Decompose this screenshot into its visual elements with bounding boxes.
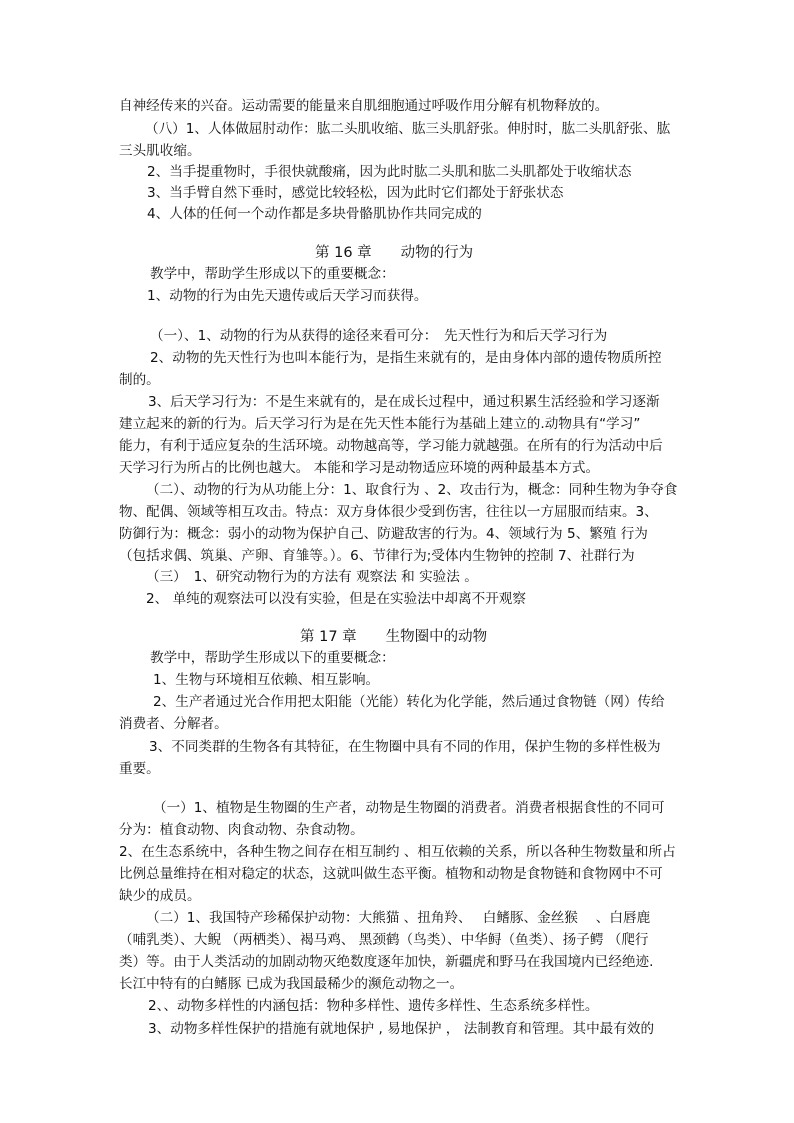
text-line: 2、在生态系统中，各种生物之间存在相互制约 、相互依赖的关系，所以各种生物数量和所占 [119, 844, 676, 860]
text-line: 3、当手臂自然下垂时，感觉比较轻松，因为此时它们都处于舒张状态 [147, 185, 564, 201]
text-line: （包括求偶、筑巢、产卵、育雏等。）。6、节律行为;受体内生物钟的控制 7、社群行为 [119, 548, 635, 564]
text-line: 类）等。由于人类活动的加剧动物灭绝数度逐年加快，新疆虎和野马在我国境内已经绝迹. [119, 954, 654, 970]
text-line: 比例总量维持在相对稳定的状态，这就叫做生态平衡。植物和动物是食物链和食物网中不可 [119, 866, 663, 882]
text-line: 防御行为：概念：弱小的动物为保护自己、防避敌害的行为。4、领域行为 5、繁殖 行为 [119, 526, 648, 542]
text-line: 教学中，帮助学生形成以下的重要概念： [150, 266, 395, 282]
chapter-heading-16: 第 16 章 动物的行为 [315, 245, 474, 261]
text-line: （三） 1、研究动物行为的方法有 观察法 和 实验法 。 [146, 569, 478, 585]
text-line: 三头肌收缩。 [119, 143, 201, 159]
text-line: 3、动物多样性保护的措施有就地保护 , 易地保护 ， 法制教育和管理。其中最有效的 [148, 1021, 655, 1037]
text-line: 重要。 [119, 761, 160, 777]
text-line: （一）1、植物是生物圈的生产者，动物是生物圈的消费者。消费者根据食性的不同可 [153, 800, 665, 816]
text-line: （哺乳类）、大鲵 （两栖类）、褐马鸡、 黑颈鹤（鸟类）、中华鲟（鱼类）、扬子鳄 （爬行 [119, 932, 649, 948]
text-line: 缺少的成员。 [119, 888, 201, 904]
text-line: 物、配偶、领域等相互攻击。特点：双方身体很少受到伤害，往往以一方屈服而结束。3、 [119, 504, 658, 520]
text-line: 2、生产者通过光合作用把太阳能（光能）转化为化学能，然后通过食物链（网）传给 [153, 694, 665, 710]
text-line: 长江中特有的白鳍豚 已成为我国最稀少的濒危动物之一。 [119, 976, 464, 992]
text-line: 教学中，帮助学生形成以下的重要概念： [150, 650, 395, 666]
text-line: 建立起来的新的行为。后天学习行为是在先天性本能行为基础上建立的.动物具有“学习” [119, 416, 641, 432]
chapter-heading-17: 第 17 章 生物圈中的动物 [300, 629, 488, 645]
text-line: 4、人体的任何一个动作都是多块骨骼肌协作共同完成的 [147, 206, 482, 222]
text-line: （二）、动物的行为从功能上分：1、取食行为 、2、攻击行为，概念：同种生物为争夺食 [146, 482, 678, 498]
text-line: 天学习行为所占的比例也越大。 本能和学习是动物适应环境的两种最基本方式。 [119, 460, 600, 476]
text-line: 1、动物的行为由先天遗传或后天学习而获得。 [147, 288, 428, 304]
text-line: 2、、动物多样性的内涵包括：物种多样性、遗传多样性、生态系统多样性。 [148, 998, 599, 1014]
text-line: 自神经传来的兴奋。运动需要的能量来自肌细胞通过呼吸作用分解有机物释放的。 [119, 98, 609, 114]
text-line: 消费者、分解者。 [119, 716, 228, 732]
text-line: （八）1、人体做屈肘动作：肱二头肌收缩、肱三头肌舒张。伸肘时，肱二头肌舒张、肱 [145, 121, 671, 137]
text-line: 2、当手提重物时，手很快就酸痛，因为此时肱二头肌和肱二头肌都处于收缩状态 [147, 164, 632, 180]
text-line: 3、后天学习行为：不是生来就有的，是在成长过程中，通过积累生活经验和学习逐渐 [148, 394, 660, 410]
text-line: （二）1、我国特产珍稀保护动物：大熊猫 、扭角羚、 白鳍豚、金丝猴 、白唇鹿 [146, 910, 651, 926]
text-line: 制的。 [119, 372, 160, 388]
text-line: （一）、1、动物的行为从获得的途径来看可分： 先天性行为和后天学习行为 [150, 328, 608, 344]
text-line: 2、 单纯的观察法可以没有实验，但是在实验法中却离不开观察 [146, 591, 526, 607]
text-line: 3、不同类群的生物各有其特征，在生物圈中具有不同的作用，保护生物的多样性极为 [149, 739, 661, 755]
text-line: 2、动物的先天性行为也叫本能行为，是指生来就有的，是由身体内部的遗传物质所控 [150, 350, 662, 366]
text-line: 1、生物与环境相互依赖、相互影响。 [153, 672, 380, 688]
text-line: 分为：植食动物、肉食动物、杂食动物。 [119, 822, 364, 838]
text-line: 能力，有利于适应复杂的生活环境。动物越高等，学习能力就越强。在所有的行为活动中后 [119, 438, 663, 454]
